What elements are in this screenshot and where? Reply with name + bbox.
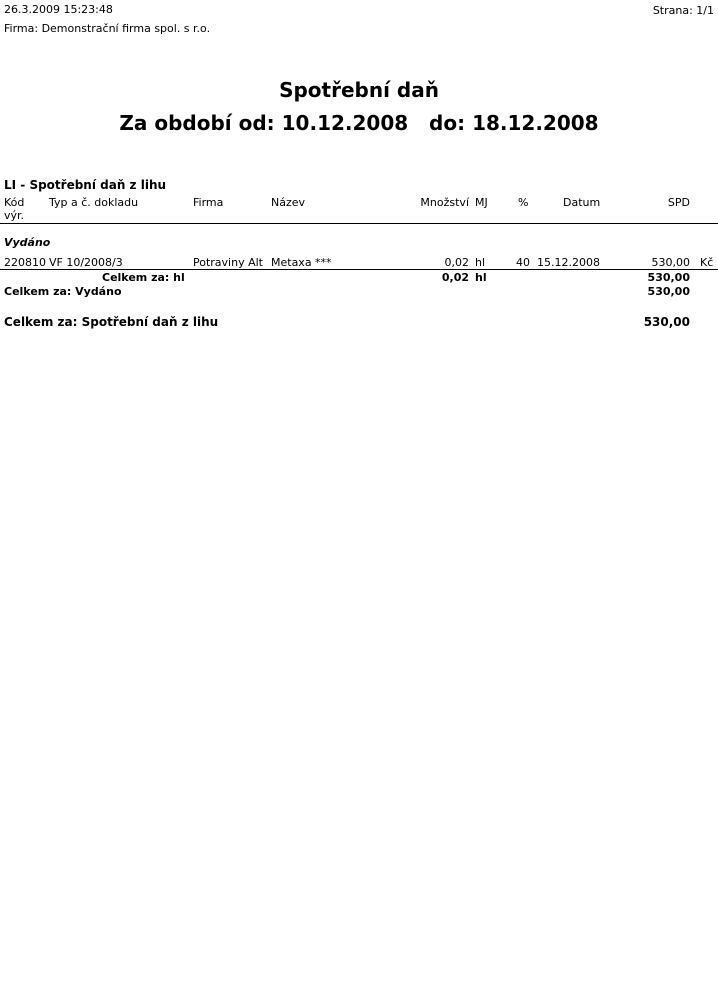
group-label: Vydáno xyxy=(4,236,51,249)
company-name: Firma: Demonstrační firma spol. s r.o. xyxy=(4,22,211,35)
header-divider xyxy=(0,223,718,224)
section-total-spd: 530,00 xyxy=(643,315,690,329)
row-currency: Kč xyxy=(700,256,714,269)
col-typ: Typ a č. dokladu xyxy=(49,196,139,209)
col-kod-line2: výr. xyxy=(4,209,25,222)
col-pct: % xyxy=(518,196,529,209)
col-firma: Firma xyxy=(193,196,224,209)
col-kod: Kód xyxy=(4,196,25,209)
report-period: Za období od: 10.12.2008 do: 18.12.2008 xyxy=(119,111,599,135)
col-mj: MJ xyxy=(475,196,488,209)
unit-total-mnozstvi: 0,02 xyxy=(441,271,469,284)
unit-total-label: Celkem za: hl xyxy=(102,271,185,284)
print-datetime: 26.3.2009 15:23:48 xyxy=(4,3,113,16)
row-nazev: Metaxa *** xyxy=(271,256,332,269)
row-divider xyxy=(0,269,718,270)
row-kod: 220810 xyxy=(4,256,46,269)
section-title: LI - Spotřební daň z lihu xyxy=(4,178,167,192)
row-typ: VF 10/2008/3 xyxy=(49,256,123,269)
row-firma: Potraviny Alt xyxy=(193,256,263,269)
unit-total-spd: 530,00 xyxy=(647,271,690,284)
row-mj: hl xyxy=(475,256,486,269)
group-total-spd: 530,00 xyxy=(647,285,690,298)
col-spd: SPD xyxy=(667,196,690,209)
section-total-label: Celkem za: Spotřební daň z lihu xyxy=(4,315,219,329)
report-title: Spotřební daň xyxy=(279,78,439,102)
unit-total-mj: hl xyxy=(475,271,487,284)
col-mnozstvi: Množství xyxy=(420,196,469,209)
row-mnozstvi: 0,02 xyxy=(444,256,469,269)
col-datum: Datum xyxy=(563,196,601,209)
page-number: Strana: 1/1 xyxy=(652,4,714,17)
row-pct: 40 xyxy=(516,256,530,269)
row-spd: 530,00 xyxy=(651,256,690,269)
group-total-label: Celkem za: Vydáno xyxy=(4,285,122,298)
col-nazev: Název xyxy=(271,196,306,209)
row-datum: 15.12.2008 xyxy=(537,256,600,269)
